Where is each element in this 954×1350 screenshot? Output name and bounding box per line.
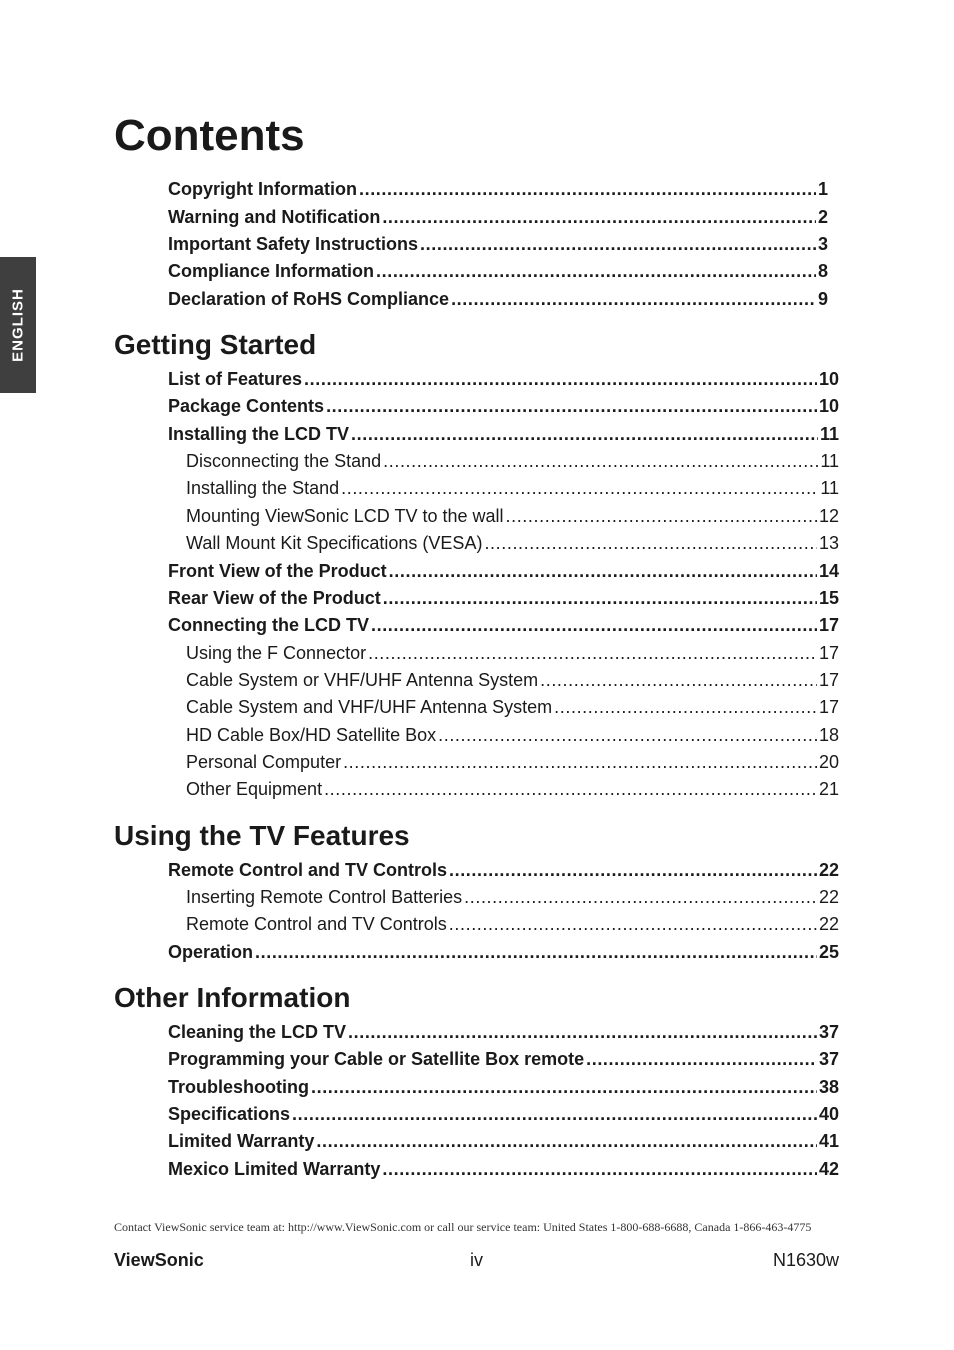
toc-entry-title: Compliance Information — [168, 261, 375, 281]
toc-entry-page: 2 — [817, 207, 828, 227]
toc-entry[interactable] — [168, 559, 839, 583]
leader-dots — [464, 885, 817, 909]
toc-entry-page: 1 — [817, 179, 828, 199]
leader-dots — [451, 287, 816, 311]
contact-line: Contact ViewSonic service team at: http://www.ViewSonic.com or call our service team: United States 1-800-688-6688, Canada 1-866-463-4775 — [114, 1220, 812, 1234]
language-tab — [0, 257, 36, 393]
leader-dots — [326, 394, 817, 418]
leader-dots — [382, 1157, 817, 1181]
toc-entry-page: 42 — [818, 1159, 839, 1179]
leader-dots — [383, 449, 818, 473]
toc-entry-page: 20 — [818, 752, 839, 772]
toc-entry-page: 18 — [818, 725, 839, 745]
toc-entry-page: 22 — [818, 887, 839, 907]
section-heading: Getting Started — [114, 329, 317, 360]
toc-subentry[interactable] — [186, 641, 839, 665]
toc-subentry[interactable] — [186, 695, 839, 719]
leader-dots — [389, 559, 817, 583]
leader-dots — [343, 750, 817, 774]
toc-entry-page: 22 — [818, 860, 839, 880]
toc-entry[interactable] — [168, 422, 839, 446]
toc-entry[interactable] — [168, 259, 828, 283]
toc-entry[interactable] — [168, 1075, 839, 1099]
toc-entry[interactable] — [168, 232, 828, 256]
leader-dots — [540, 668, 817, 692]
leader-dots — [376, 259, 816, 283]
toc-entry-page: 3 — [817, 234, 828, 254]
leader-dots — [341, 476, 818, 500]
toc-entry-page: 10 — [818, 369, 839, 389]
toc-entry-page: 11 — [819, 424, 839, 444]
toc-entry[interactable] — [168, 586, 839, 610]
toc-subentry[interactable] — [186, 750, 839, 774]
toc-entry-page: 38 — [818, 1077, 839, 1097]
toc-entry-title: Cable System or VHF/UHF Antenna System — [186, 670, 539, 690]
toc-entry[interactable] — [168, 205, 828, 229]
toc-entry[interactable] — [168, 367, 839, 391]
toc-entry-page: 22 — [818, 914, 839, 934]
toc-entry-title: Inserting Remote Control Batteries — [186, 887, 463, 907]
toc-entry[interactable] — [168, 1157, 839, 1181]
toc-entry[interactable] — [168, 1020, 839, 1044]
toc-entry[interactable] — [168, 613, 839, 637]
toc-entry-page: 17 — [818, 697, 839, 717]
toc-entry-page: 9 — [817, 289, 828, 309]
toc-entry-title: Warning and Notification — [168, 207, 381, 227]
toc-entry-title: Remote Control and TV Controls — [168, 860, 447, 880]
toc-entry-page: 10 — [818, 396, 839, 416]
toc-entry[interactable] — [168, 858, 839, 882]
toc-entry-title: Mexico Limited Warranty — [168, 1159, 381, 1179]
footer-model: N1630w — [772, 1250, 839, 1270]
leader-dots — [382, 205, 816, 229]
leader-dots — [304, 367, 817, 391]
language-tab-label: ENGLISH — [9, 288, 27, 362]
toc-entry-page: 25 — [818, 942, 839, 962]
toc-entry-title: Using the F Connector — [186, 643, 367, 663]
toc-entry-page: 17 — [818, 615, 839, 635]
toc-entry-title: Front View of the Product — [168, 561, 387, 581]
toc-entry-title: Remote Control and TV Controls — [186, 914, 447, 934]
toc-entry-title: Programming your Cable or Satellite Box remote — [168, 1049, 585, 1069]
toc-entry-title: Installing the LCD TV — [168, 424, 350, 444]
section-heading: Other Information — [114, 982, 351, 1013]
toc-entry[interactable] — [168, 1102, 839, 1126]
toc-entry-title: List of Features — [168, 369, 303, 389]
toc-entry[interactable] — [168, 177, 828, 201]
leader-dots — [383, 586, 817, 610]
leader-dots — [438, 723, 817, 747]
toc-entry-title: Cleaning the LCD TV — [168, 1022, 347, 1042]
toc-entry-title: Copyright Information — [168, 179, 357, 199]
toc-entry-title: Connecting the LCD TV — [168, 615, 369, 635]
toc-subentry[interactable] — [186, 668, 839, 692]
toc-entry-page: 41 — [818, 1131, 839, 1151]
toc-entry-page: 11 — [820, 478, 839, 498]
toc-entry-title: Limited Warranty — [168, 1131, 315, 1151]
toc-entry-title: Declaration of RoHS Compliance — [168, 289, 450, 309]
toc-subentry[interactable] — [186, 449, 839, 473]
page-title: Contents — [114, 111, 305, 160]
leader-dots — [255, 940, 817, 964]
toc-entry-page: 37 — [818, 1022, 839, 1042]
leader-dots — [311, 1075, 817, 1099]
leader-dots — [368, 641, 817, 665]
toc-entry-page: 17 — [818, 643, 839, 663]
toc-entry-title: Package Contents — [168, 396, 325, 416]
section-heading: Using the TV Features — [114, 820, 410, 851]
toc-entry[interactable] — [168, 1047, 839, 1071]
toc-subentry[interactable] — [186, 912, 839, 936]
toc-entry-title: Disconnecting the Stand — [186, 451, 382, 471]
toc-entry-title: Cable System and VHF/UHF Antenna System — [186, 697, 553, 717]
leader-dots — [554, 695, 817, 719]
leader-dots — [371, 613, 817, 637]
toc-entry-page: 11 — [820, 451, 839, 471]
toc-entry-page: 21 — [818, 779, 839, 799]
toc-subentry[interactable] — [186, 885, 839, 909]
toc-entry-page: 15 — [818, 588, 839, 608]
leader-dots — [484, 531, 817, 555]
footer-brand: ViewSonic — [114, 1250, 204, 1270]
toc-entry-title: Rear View of the Product — [168, 588, 381, 608]
leader-dots — [348, 1020, 817, 1044]
toc-entry[interactable] — [168, 287, 828, 311]
toc-entry-title: Installing the Stand — [186, 478, 340, 498]
leader-dots — [359, 177, 816, 201]
toc-entry-title: Troubleshooting — [168, 1077, 309, 1097]
toc-entry[interactable] — [168, 394, 839, 418]
toc-entry-title: Personal Computer — [186, 752, 342, 772]
toc-entry-page: 8 — [817, 261, 828, 281]
leader-dots — [449, 858, 817, 882]
toc-entry-page: 37 — [818, 1049, 839, 1069]
footer-page-number: iv — [470, 1250, 483, 1270]
toc-subentry[interactable] — [186, 476, 839, 500]
toc-entry-title: Mounting ViewSonic LCD TV to the wall — [186, 506, 504, 526]
toc-entry-title: Specifications — [168, 1104, 291, 1124]
toc-subentry[interactable] — [186, 504, 839, 528]
leader-dots — [586, 1047, 817, 1071]
toc-subentry[interactable] — [186, 531, 839, 555]
leader-dots — [316, 1129, 817, 1153]
toc-entry-page: 14 — [818, 561, 839, 581]
toc-entry-page: 17 — [818, 670, 839, 690]
toc-entry-title: Operation — [168, 942, 254, 962]
leader-dots — [324, 777, 817, 801]
leader-dots — [292, 1102, 817, 1126]
leader-dots — [420, 232, 816, 256]
toc-subentry[interactable] — [186, 723, 839, 747]
leader-dots — [351, 422, 818, 446]
toc-entry-title: Important Safety Instructions — [168, 234, 419, 254]
toc-entry-page: 12 — [818, 506, 839, 526]
toc-entry[interactable] — [168, 1129, 839, 1153]
toc-entry-page: 40 — [818, 1104, 839, 1124]
toc-subentry[interactable] — [186, 777, 839, 801]
toc-entry-title: HD Cable Box/HD Satellite Box — [186, 725, 437, 745]
toc-entry-title: Wall Mount Kit Specifications (VESA) — [186, 533, 483, 553]
toc-entry-title: Other Equipment — [186, 779, 323, 799]
toc-entry[interactable] — [168, 940, 839, 964]
toc-entry-page: 13 — [818, 533, 839, 553]
leader-dots — [449, 912, 817, 936]
leader-dots — [506, 504, 817, 528]
